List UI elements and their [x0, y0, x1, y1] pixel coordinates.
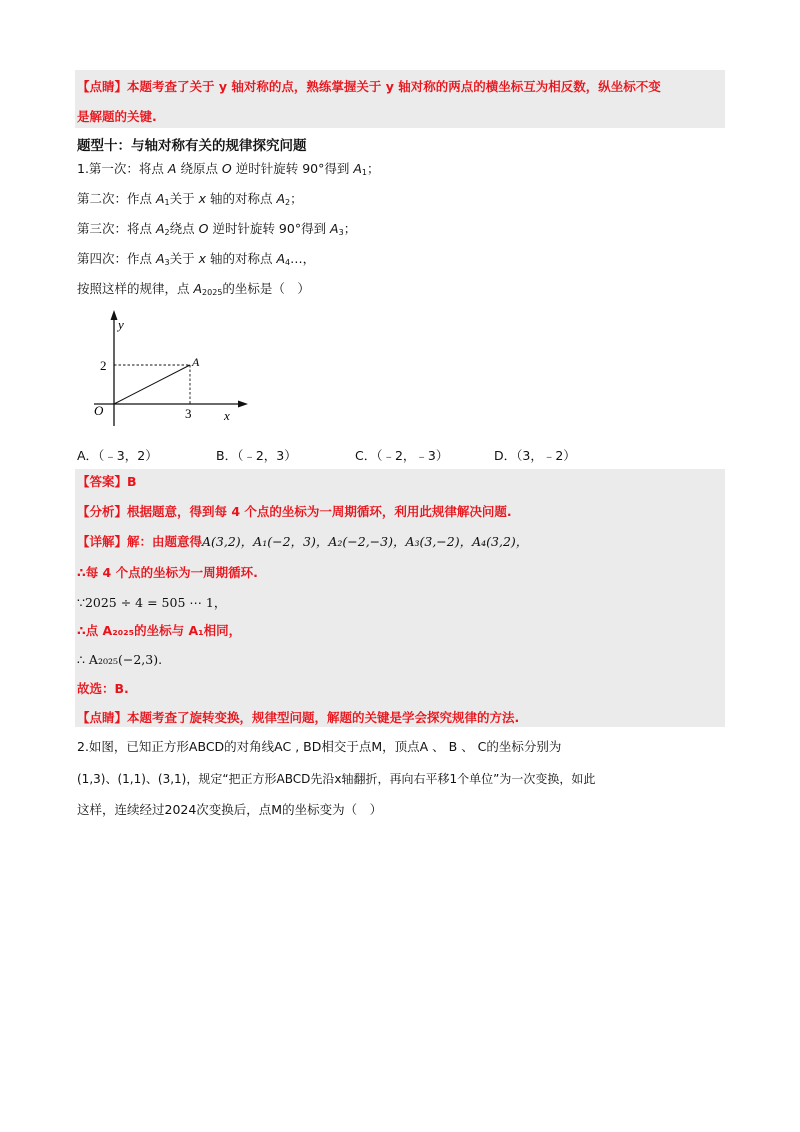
- option-a[interactable]: A．（﹣3，2）: [77, 448, 158, 463]
- detail-line: 【详解】解：由题意得A(3,2)，A₁(−2，3)，A₂(−2,−3)，A₃(3,−2)，A₄(3,2)，: [77, 534, 529, 549]
- segment-oa: [114, 365, 190, 404]
- origin-label: O: [94, 403, 104, 418]
- q1-step-2: 第二次：作点 $A_1$关于 x 轴的对称点 $A_2$；: [77, 191, 303, 207]
- q2-line-3: 这样，连续经过2024次变换后，点M的坐标变为（ ）: [77, 802, 383, 817]
- top-comment-line2: 是解题的关键.: [77, 109, 157, 124]
- q2-line-1: 2.如图，已知正方形ABCD的对角线AC , BD相交于点M，顶点A 、 B 、 C的坐标分别为: [77, 739, 562, 754]
- comment-line: 【点睛】本题考查了旋转变换，规律型问题，解题的关键是学会探究规律的方法.: [77, 710, 520, 725]
- x-axis-arrow: [238, 401, 248, 408]
- q1-question: 按照这样的规律，点 $A_{2025}$的坐标是（ ）: [77, 281, 310, 297]
- y-tick-label: 2: [100, 358, 107, 373]
- point-a-label: A: [192, 355, 200, 369]
- coordinate-figure: [86, 308, 256, 433]
- analysis-line: 【分析】根据题意，得到每 4 个点的坐标为一周期循环，利用此规律解决问题.: [77, 504, 512, 519]
- option-c[interactable]: C．（﹣2，﹣3）: [355, 448, 449, 463]
- q1-step-4: 第四次：作点 $A_3$关于 x 轴的对称点 $A_4\dots$，: [77, 251, 316, 267]
- q1-step-3: 第三次：将点 $A_2$绕点 O 逆时针旋转 90°得到 $A_3$；: [77, 221, 357, 237]
- y-axis-arrow: [111, 310, 118, 320]
- option-b[interactable]: B．（﹣2，3）: [216, 448, 297, 463]
- q1-step-1: 1.第一次：将点 A 绕原点 O 逆时针旋转 90°得到 $A_1$；: [77, 161, 380, 177]
- cycle-line: ∴每 4 个点的坐标为一周期循环.: [77, 565, 258, 580]
- top-comment-line1: 【点睛】本题考查了关于 y 轴对称的点，熟练掌握关于 y 轴对称的两点的横坐标互为相反数，纵坐标不变: [77, 79, 661, 94]
- choice-line: 故选：B.: [77, 681, 129, 696]
- section-title: 题型十：与轴对称有关的规律探究问题: [77, 138, 307, 154]
- same-line: ∴点 A₂₀₂₅的坐标与 A₁相同，: [77, 623, 242, 638]
- result-line: ∴ A₂₀₂₅(−2,3).: [77, 652, 163, 667]
- calc-line: ∵2025 ÷ 4 = 505 ⋯ 1，: [77, 595, 227, 610]
- q2-line-2: (1,3)、(1,1)、(3,1)，规定“把正方形ABCD先沿x轴翻折，再向右平移1个单位”为一次变换，如此: [77, 772, 596, 786]
- option-d[interactable]: D．（3，﹣2）: [494, 448, 576, 463]
- y-axis-label: y: [118, 317, 124, 332]
- x-tick-label: 3: [185, 406, 192, 421]
- x-axis-label: x: [224, 408, 230, 423]
- answer-line: 【答案】B: [77, 474, 137, 489]
